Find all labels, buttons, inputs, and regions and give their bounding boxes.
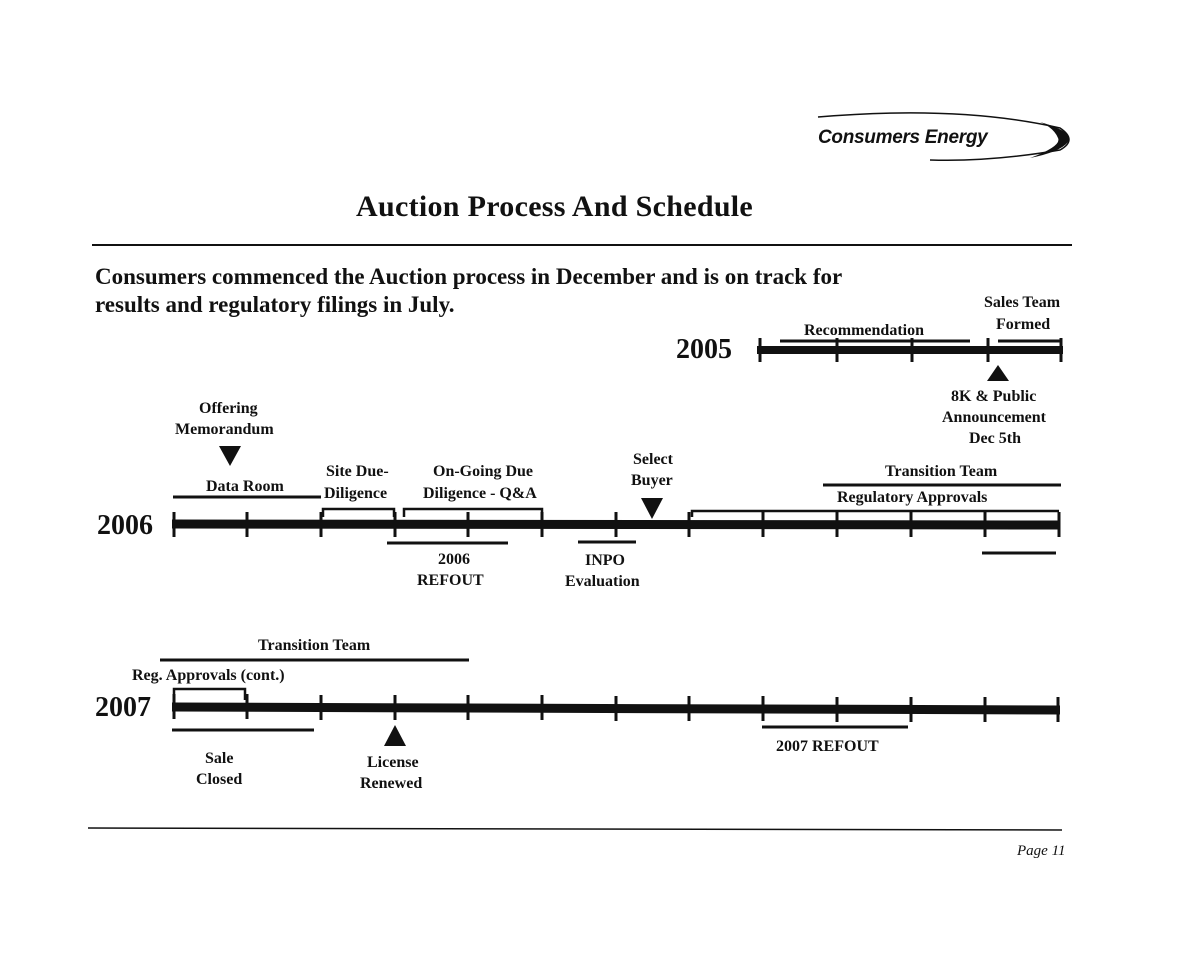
logo-text: Consumers Energy xyxy=(818,127,988,148)
ongoing-label-2: Diligence - Q&A xyxy=(423,485,537,502)
select-buyer-label-2: Buyer xyxy=(631,472,673,489)
year-2005: 2005 xyxy=(676,334,732,365)
refout-2006-label-1: 2006 xyxy=(438,551,470,568)
offering-label-1: Offering xyxy=(199,400,258,417)
offering-label-2: Memorandum xyxy=(175,421,274,438)
footer-rule xyxy=(88,828,1062,830)
announcement-up-triangle-icon xyxy=(987,365,1009,381)
inpo-label-1: INPO xyxy=(585,552,625,569)
sales-team-label-1: Sales Team xyxy=(984,294,1061,311)
refout-2007-label: 2007 REFOUT xyxy=(776,738,879,755)
transition-team-label-2006: Transition Team xyxy=(885,463,998,480)
page-number: Page 11 xyxy=(1017,843,1066,859)
timeline-2006-axis xyxy=(172,512,1060,537)
offering-down-triangle-icon xyxy=(219,446,241,466)
sales-team-label-2: Formed xyxy=(996,316,1051,333)
year-2007: 2007 xyxy=(95,692,151,723)
transition-team-label-2007: Transition Team xyxy=(258,637,371,654)
refout-2006-label-2: REFOUT xyxy=(417,572,484,589)
headline-line-2: results and regulatory filings in July. xyxy=(95,292,455,317)
site-due-label-1: Site Due- xyxy=(326,463,389,480)
regulatory-approvals-label: Regulatory Approvals xyxy=(837,489,988,506)
select-buyer-label-1: Select xyxy=(633,451,673,468)
announce-label-3: Dec 5th xyxy=(969,430,1021,447)
page-title: Auction Process And Schedule xyxy=(356,190,754,223)
ongoing-label-1: On-Going Due xyxy=(433,463,534,480)
data-room-label: Data Room xyxy=(206,478,284,495)
headline-line-1: Consumers commenced the Auction process in December and is on track for xyxy=(95,264,843,289)
reg-approvals-cont-bracket xyxy=(174,689,245,700)
ongoing-due-bracket xyxy=(404,509,542,517)
year-2006: 2006 xyxy=(97,510,153,541)
license-up-triangle-icon xyxy=(384,725,406,746)
announce-label-1: 8K & Public xyxy=(951,388,1037,405)
regulatory-approvals-bracket xyxy=(692,511,1059,517)
inpo-label-2: Evaluation xyxy=(565,573,640,590)
sale-closed-label-2: Closed xyxy=(196,771,243,788)
site-due-bracket xyxy=(323,509,394,517)
timeline-2007-axis xyxy=(172,694,1060,722)
license-renewed-label-2: Renewed xyxy=(360,775,423,792)
select-buyer-down-triangle-icon xyxy=(641,498,663,519)
reg-approvals-cont-label: Reg. Approvals (cont.) xyxy=(132,667,285,684)
license-renewed-label-1: License xyxy=(367,754,419,771)
announce-label-2: Announcement xyxy=(942,409,1047,426)
sale-closed-label-1: Sale xyxy=(205,750,234,767)
recommendation-label: Recommendation xyxy=(804,322,924,339)
site-due-label-2: Diligence xyxy=(324,485,388,502)
